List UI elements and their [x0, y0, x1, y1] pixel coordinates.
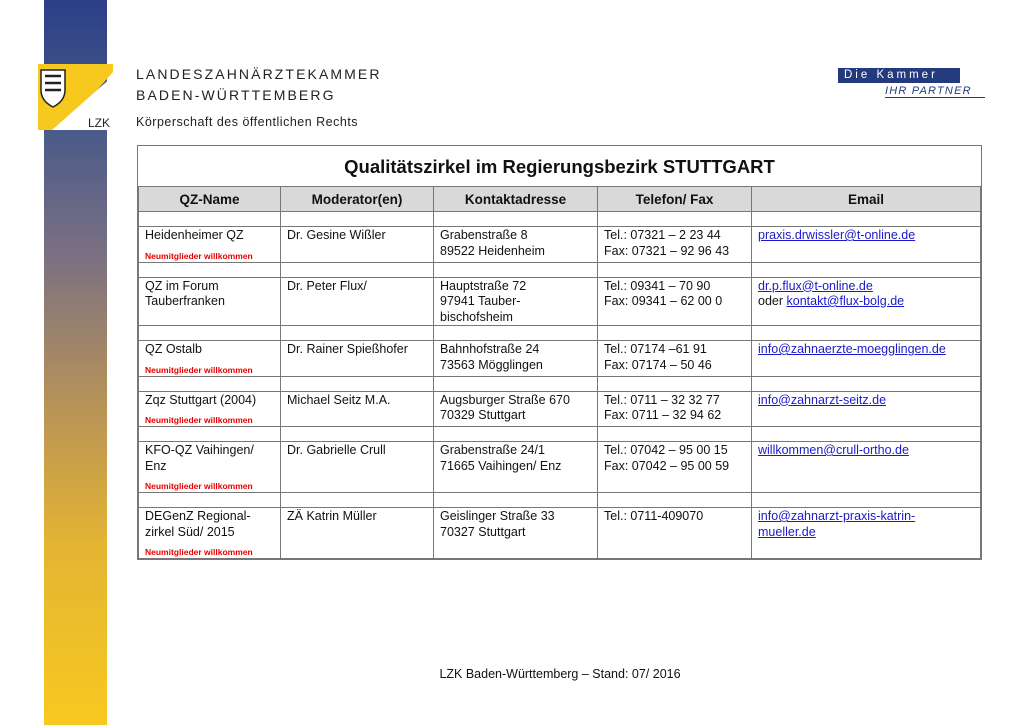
- email-link[interactable]: [758, 509, 915, 539]
- spacer-cell: [598, 326, 752, 341]
- qz-name-cell: [139, 341, 281, 377]
- address-cell: [434, 341, 598, 377]
- phone-line: Fax: 07042 – 95 00 59: [604, 458, 730, 473]
- phone-cell: [598, 277, 752, 326]
- qz-name-cell: [139, 391, 281, 427]
- phone-cell: [598, 391, 752, 427]
- email-cell: [752, 277, 981, 326]
- table-row: [139, 508, 981, 559]
- spacer-cell: [139, 212, 281, 227]
- qz-name: zirkel Süd/ 2015: [145, 524, 235, 539]
- spacer-cell: [752, 262, 981, 277]
- header-address: Kontaktadresse: [434, 187, 598, 212]
- address-line: 70329 Stuttgart: [440, 408, 526, 422]
- email-link[interactable]: [758, 443, 909, 457]
- moderator-name: ZÄ Katrin Müller: [287, 509, 377, 523]
- qz-name: Tauberfranken: [145, 294, 225, 308]
- qz-name-cell: [139, 508, 281, 559]
- phone-line: Fax: 09341 – 62 00 0: [604, 294, 723, 308]
- phone-line: Fax: 0711 – 32 94 62: [604, 408, 722, 422]
- logo-label: LZK: [88, 116, 111, 130]
- moderator-name: Dr. Gabrielle Crull: [287, 443, 386, 457]
- moderator-name: Dr. Gesine Wißler: [287, 228, 386, 242]
- spacer-cell: [139, 427, 281, 442]
- spacer-cell: [139, 262, 281, 277]
- qz-name: Zqz Stuttgart (2004): [145, 392, 257, 407]
- table-title: Qualitätszirkel im Regierungsbezirk STUTTGART: [344, 156, 775, 177]
- qz-name: Heidenheimer QZ: [145, 228, 244, 242]
- phone-line: Tel.: 07042 – 95 00 15: [604, 443, 728, 457]
- spacer-cell: [598, 262, 752, 277]
- org-subtitle: Körperschaft des öffentlichen Rechts: [136, 115, 359, 129]
- phone-line: Tel.: 0711 – 32 32 77: [604, 392, 720, 407]
- moderator-name: Dr. Rainer Spießhofer: [287, 342, 408, 356]
- spacer-row: [139, 493, 981, 508]
- address-line: Hauptstraße 72: [440, 278, 527, 293]
- email-link[interactable]: [758, 228, 915, 242]
- new-members-badge: Neumitglieder willkommen: [145, 547, 253, 557]
- spacer-row: [139, 427, 981, 442]
- address-cell: [434, 227, 598, 263]
- phone-line: Tel.: 09341 – 70 90: [604, 278, 711, 293]
- spacer-row: [139, 262, 981, 277]
- email-link-text: dr.p.flux@t-online.de: [758, 278, 873, 293]
- moderator-cell: [281, 341, 434, 377]
- phone-cell: [598, 442, 752, 493]
- address-line: Geislinger Straße 33: [440, 509, 555, 523]
- org-name-line1: LANDESZAHNÄRZTEKAMMER: [136, 66, 382, 82]
- qz-name: Enz: [145, 458, 167, 473]
- phone-line: Fax: 07321 – 92 96 43: [604, 243, 730, 258]
- spacer-cell: [752, 212, 981, 227]
- moderator-cell: [281, 508, 434, 559]
- qz-name: QZ Ostalb: [145, 342, 202, 356]
- phone-line: Fax: 07174 – 50 46: [604, 357, 712, 372]
- email-link-text: mueller.de: [758, 524, 816, 539]
- email-link-secondary[interactable]: [787, 294, 905, 308]
- address-cell: [434, 391, 598, 427]
- qz-name-cell: [139, 277, 281, 326]
- footer-text: LZK Baden-Württemberg – Stand: 07/ 2016: [439, 667, 681, 681]
- address-cell: [434, 442, 598, 493]
- table-row: [139, 442, 981, 493]
- spacer-cell: [752, 493, 981, 508]
- spacer-cell: [752, 376, 981, 391]
- moderator-name: Michael Seitz M.A.: [287, 392, 391, 407]
- email-link[interactable]: [758, 393, 886, 407]
- qz-name: DEGenZ Regional-: [145, 509, 251, 523]
- email-cell: [752, 391, 981, 427]
- new-members-badge: Neumitglieder willkommen: [145, 481, 253, 491]
- org-name-line2: BADEN-WÜRTTEMBERG: [136, 87, 336, 103]
- phone-line: Tel.: 07321 – 2 23 44: [604, 228, 721, 242]
- address-line: Grabenstraße 8: [440, 228, 528, 242]
- spacer-cell: [281, 212, 434, 227]
- email-link-text: info@zahnaerzte-moegglingen.de: [758, 342, 946, 356]
- email-cell: [752, 341, 981, 377]
- address-line: 89522 Heidenheim: [440, 243, 545, 258]
- address-line: Augsburger Straße 670: [440, 392, 570, 407]
- new-members-badge: Neumitglieder willkommen: [145, 364, 253, 375]
- moderator-cell: [281, 391, 434, 427]
- table-row: [139, 227, 981, 263]
- spacer-cell: [281, 376, 434, 391]
- email-link-text: willkommen@crull-ortho.de: [758, 443, 909, 457]
- table-row: [139, 341, 981, 377]
- address-line: 73563 Mögglingen: [440, 357, 543, 372]
- spacer-cell: [434, 262, 598, 277]
- address-line: Bahnhofstraße 24: [440, 342, 540, 356]
- table-header-row: [139, 187, 981, 212]
- address-line: 97941 Tauber-: [440, 294, 521, 308]
- address-line: 71665 Vaihingen/ Enz: [440, 458, 562, 473]
- qz-table: [138, 186, 981, 559]
- spacer-cell: [281, 262, 434, 277]
- qz-table-container: [137, 145, 982, 560]
- table-row: [139, 391, 981, 427]
- spacer-cell: [752, 427, 981, 442]
- new-members-badge: Neumitglieder willkommen: [145, 415, 253, 425]
- address-line: bischofsheim: [440, 309, 513, 324]
- spacer-cell: [139, 326, 281, 341]
- brand-top-text: Die Kammer: [838, 68, 960, 83]
- email-link-text: kontakt@flux-bolg.de: [786, 294, 905, 308]
- header-moderator: Moderator(en): [281, 187, 434, 212]
- address-cell: [434, 508, 598, 559]
- qz-name-cell: [139, 442, 281, 493]
- address-line: 70327 Stuttgart: [440, 524, 526, 539]
- moderator-cell: [281, 277, 434, 326]
- spacer-cell: [598, 212, 752, 227]
- moderator-name: Dr. Peter Flux/: [287, 278, 367, 293]
- email-link-text: info@zahnarzt-seitz.de: [758, 392, 887, 407]
- spacer-cell: [598, 427, 752, 442]
- spacer-cell: [281, 326, 434, 341]
- spacer-cell: [281, 427, 434, 442]
- spacer-cell: [281, 493, 434, 508]
- email-or-label: oder: [758, 294, 787, 308]
- table-body: [139, 212, 981, 559]
- lzk-logo: [38, 64, 113, 130]
- email-cell: [752, 442, 981, 493]
- email-cell: [752, 508, 981, 559]
- brand-bottom-text: IHR PARTNER: [885, 85, 985, 98]
- moderator-cell: [281, 227, 434, 263]
- email-link-text: info@zahnarzt-praxis-katrin-: [758, 509, 916, 523]
- new-members-badge: Neumitglieder willkommen: [145, 250, 253, 261]
- spacer-cell: [752, 326, 981, 341]
- spacer-cell: [598, 493, 752, 508]
- phone-line: Tel.: 07174 –61 91: [604, 342, 707, 356]
- spacer-row: [139, 212, 981, 227]
- spacer-cell: [434, 427, 598, 442]
- header-email: Email: [752, 187, 981, 212]
- spacer-cell: [434, 376, 598, 391]
- spacer-cell: [139, 376, 281, 391]
- email-link[interactable]: [758, 342, 946, 356]
- spacer-row: [139, 376, 981, 391]
- qz-name: KFO-QZ Vaihingen/: [145, 443, 254, 457]
- address-cell: [434, 277, 598, 326]
- phone-cell: [598, 341, 752, 377]
- address-line: Grabenstraße 24/1: [440, 443, 545, 457]
- email-link-text: praxis.drwissler@t-online.de: [758, 228, 916, 242]
- spacer-cell: [598, 376, 752, 391]
- email-link[interactable]: [758, 279, 873, 293]
- moderator-cell: [281, 442, 434, 493]
- spacer-cell: [434, 493, 598, 508]
- email-cell: [752, 227, 981, 263]
- header-phone-fax: Telefon/ Fax: [598, 187, 752, 212]
- spacer-cell: [434, 212, 598, 227]
- qz-name-cell: [139, 227, 281, 263]
- spacer-cell: [434, 326, 598, 341]
- qz-name: QZ im Forum: [145, 278, 219, 293]
- phone-line: Tel.: 0711-409070: [604, 509, 704, 523]
- phone-cell: [598, 227, 752, 263]
- spacer-row: [139, 326, 981, 341]
- table-row: [139, 277, 981, 326]
- phone-cell: [598, 508, 752, 559]
- header-qz-name: QZ-Name: [139, 187, 281, 212]
- brand-badge: [838, 68, 988, 100]
- spacer-cell: [139, 493, 281, 508]
